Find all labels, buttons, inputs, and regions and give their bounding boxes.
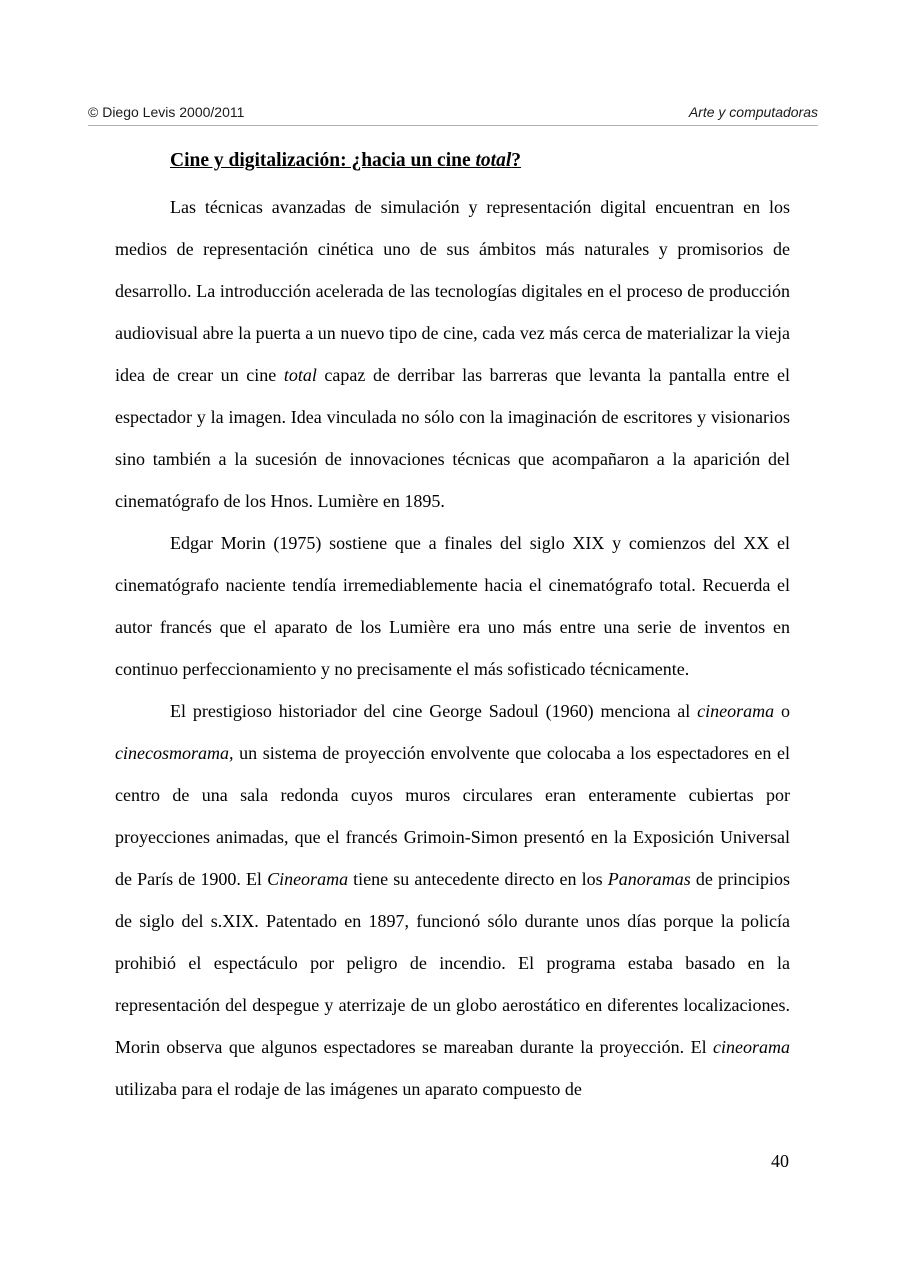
section-title: Cine y digitalización: ¿hacia un cine total? [170,150,522,171]
page-body [88,149,818,1110]
paragraph-3: El prestigioso historiador del cine George Sadoul (1960) menciona al cineorama o cinecosmorama, un sistema de proyección envolvente que colocaba a los espectadores en el centro de una sala redonda cuyos muros circulares eran enteramente cubiertas por proyecciones animadas, que el francés Grimoin-Simon presentó en la Exposición Universal de París de 1900. El Cineorama tiene su antecedente directo en los Panoramas de principios de siglo del s.XIX. Patentado en 1897, funcionó sólo durante unos días porque la policía prohibió el espectáculo por peligro de incendio. El programa estaba basado en la representación del despegue y aterrizaje de un globo aerostático en diferentes localizaciones. Morin observa que algunos espectadores se mareaban durante la proyección. El cineorama utilizaba para el rodaje de las imágenes un aparato compuesto de [115,701,791,1099]
page-header [88,104,818,126]
paragraph-1: Las técnicas avanzadas de simulación y representación digital encuentran en los medios de representación cinética uno de sus ámbitos más naturales y promisorios de desarrollo. La introducción acelerada de las tecnologías digitales en el proceso de producción audiovisual abre la puerta a un nuevo tipo de cine, cada vez más cerca de materializar la vieja idea de crear un cine total capaz de derribar las barreras que levanta la pantalla entre el espectador y la imagen. Idea vinculada no sólo con la imaginación de escritores y visionarios sino también a la sucesión de innovaciones técnicas que acompañaron a la aparición del cinematógrafo de los Hnos. Lumière en 1895. [115,197,790,511]
paragraph-2: Edgar Morin (1975) sostiene que a finales del siglo XIX y comienzos del XX el cinematógrafo naciente tendía irremediablemente hacia el cinematógrafo total. Recuerda el autor francés que el aparato de los Lumière era uno más entre una serie de inventos en continuo perfeccionamiento y no precisamente el más sofisticado técnicamente. [115,533,790,679]
header-book-title-text: Arte y computadoras [688,104,818,120]
body-text-block [115,186,790,1110]
header-copyright-text: © Diego Levis 2000/2011 [88,104,245,120]
page-number: 40 [771,1151,789,1171]
